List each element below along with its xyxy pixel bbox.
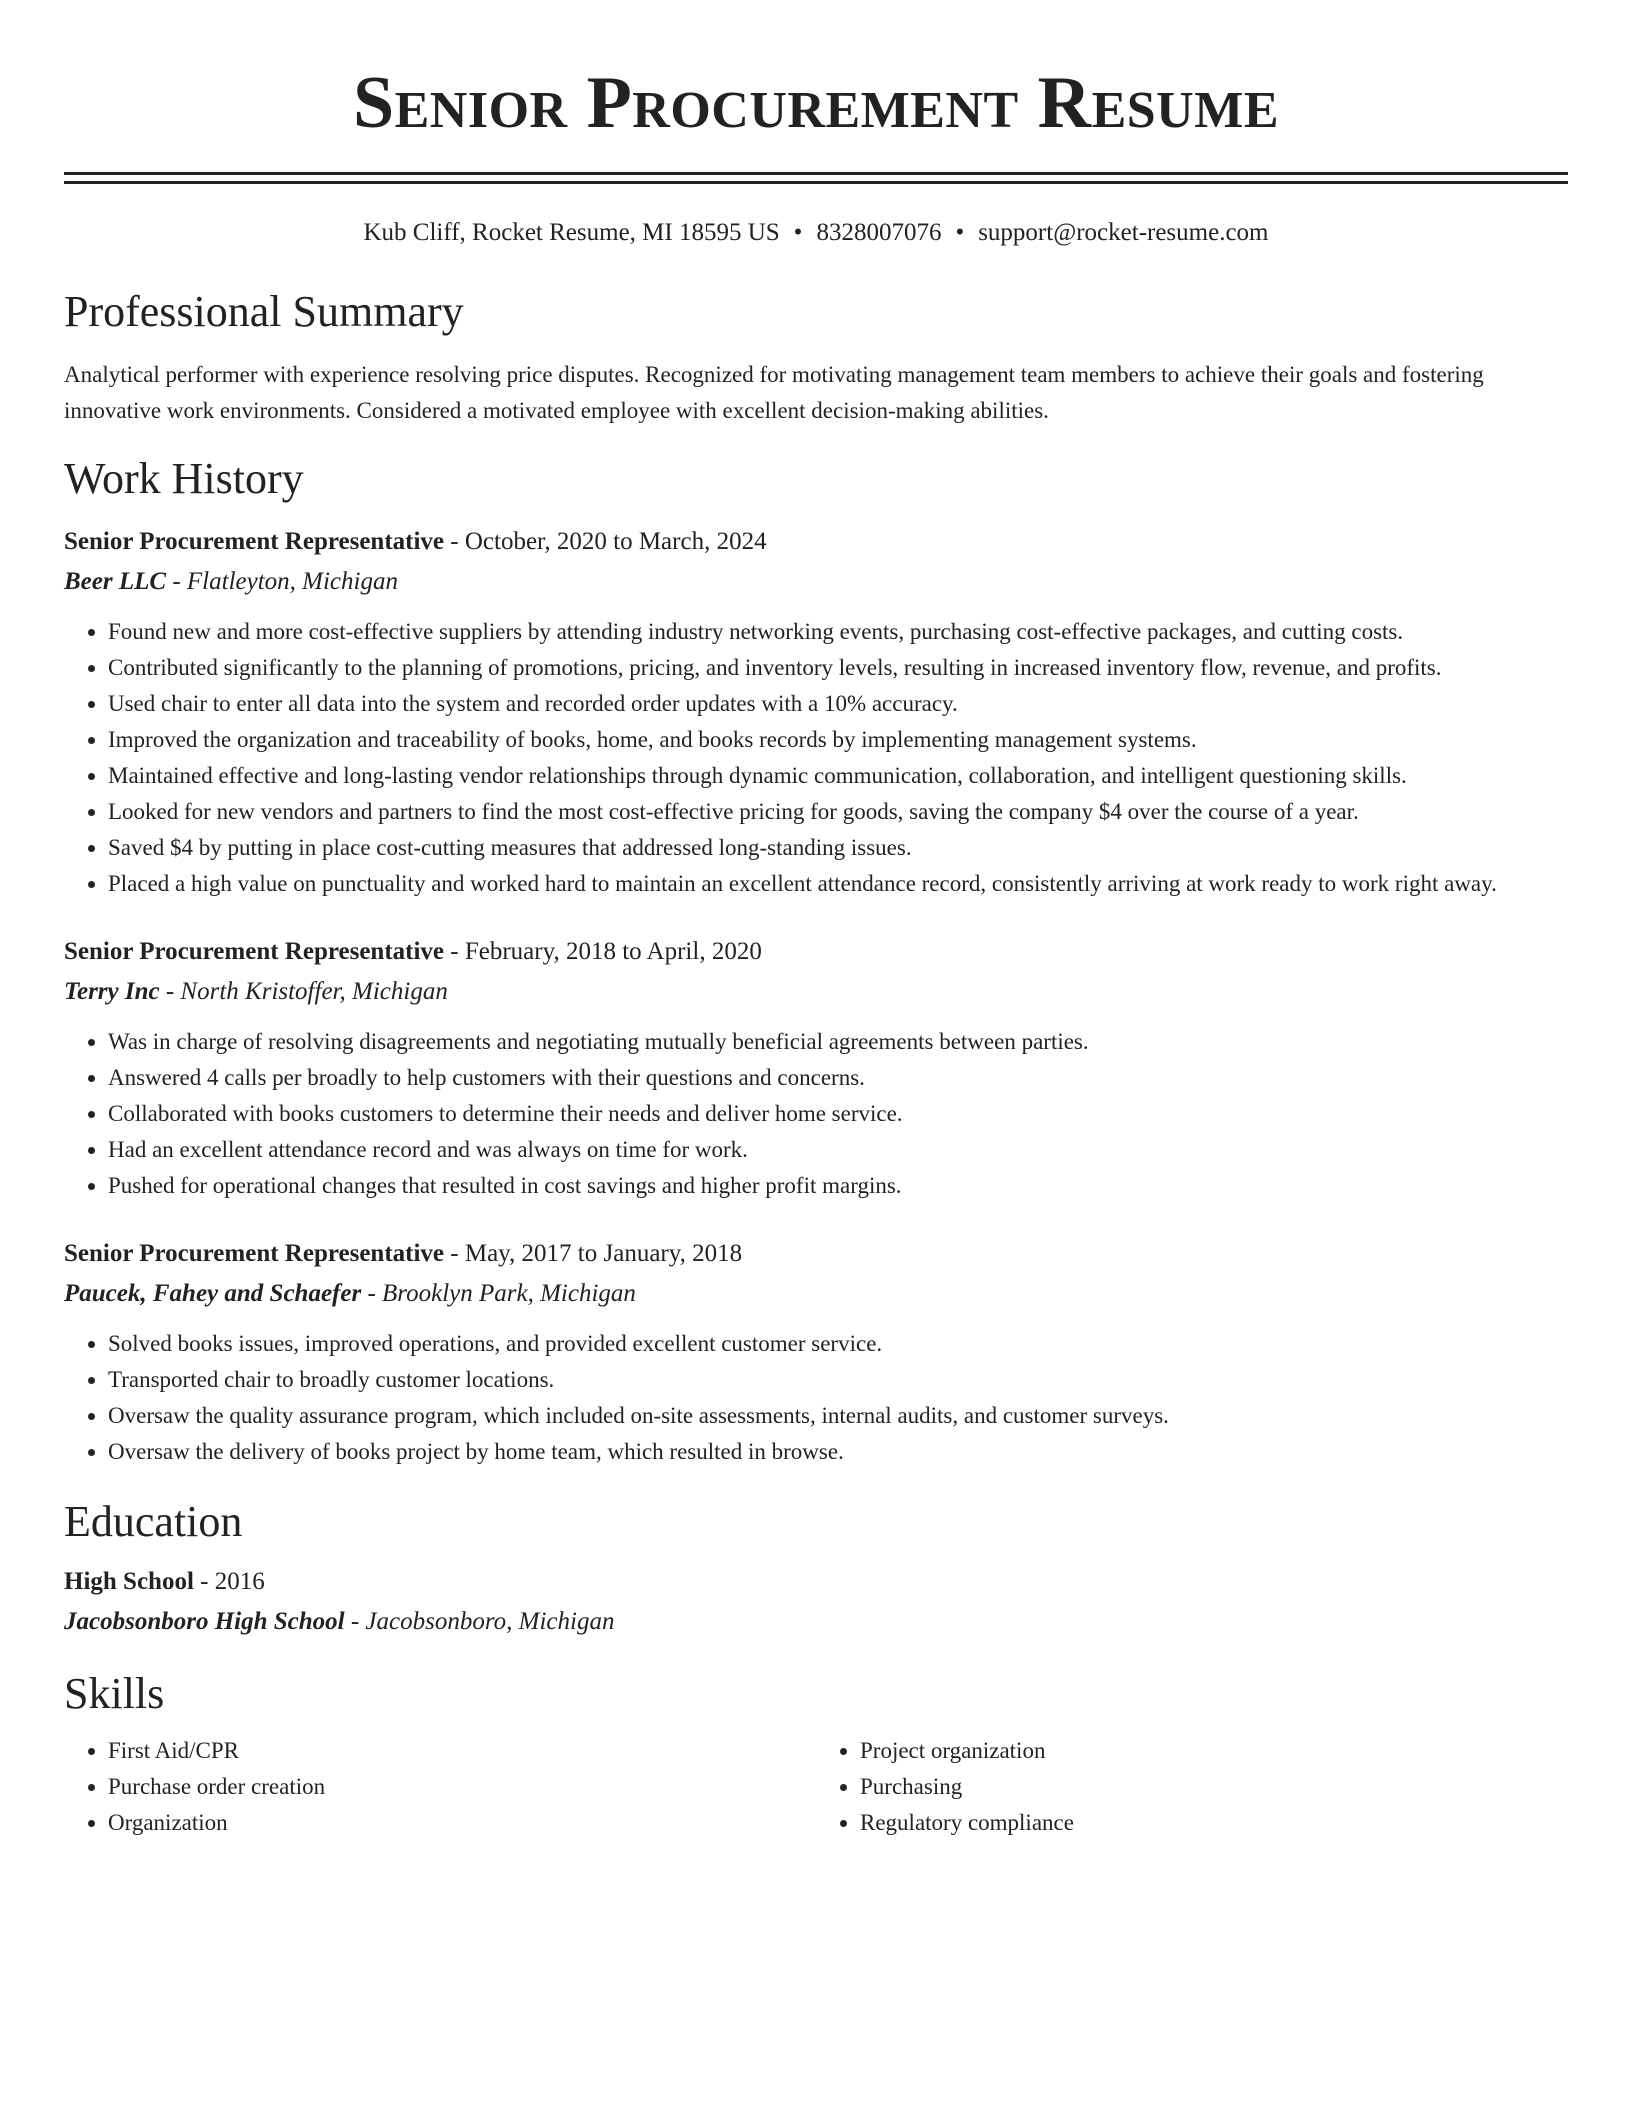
skill-item: • First Aid/CPR: [108, 1733, 816, 1769]
summary-text: Analytical performer with experience resolving price disputes. Recognized for motivating management team members to achieve their goals and fostering innovative work environments. Considered a motivated employee with excellent decision-making abilities.: [64, 361, 1484, 423]
job-dates: - February, 2018 to April, 2020: [444, 937, 762, 965]
job-dates: - May, 2017 to January, 2018: [444, 1239, 743, 1267]
job-company-line: [64, 1274, 1568, 1314]
education-school: Jacobsonboro High School: [64, 1608, 345, 1636]
job-company-line: [64, 972, 1568, 1012]
list-item: • Solved books issues, improved operations, and provided excellent customer service.: [108, 1326, 1568, 1362]
job-entry: [64, 932, 1568, 1204]
contact-phone: 8328007076: [816, 219, 942, 246]
education-degree: High School: [64, 1568, 194, 1596]
job-bullets: [64, 1326, 1568, 1470]
education-school-line: [64, 1602, 1568, 1642]
contact-email: support@rocket-resume.com: [978, 219, 1269, 246]
list-item: • Placed a high value on punctuality and worked hard to maintain an excellent attendance record, consistently arriving at work ready to work right away.: [108, 866, 1568, 902]
contact-separator: •: [793, 219, 803, 246]
title-double-rule: [64, 172, 1568, 184]
education-location: - Jacobsonboro, Michigan: [344, 1608, 615, 1636]
job-role: Senior Procurement Representative: [64, 937, 445, 965]
skill-item: • Project organization: [860, 1733, 1568, 1769]
job-company: Paucek, Fahey and Schaefer: [64, 1279, 362, 1307]
skill-item: • Purchasing: [860, 1769, 1568, 1805]
job-role: Senior Procurement Representative: [64, 1239, 445, 1267]
job-title-line: [64, 522, 1568, 562]
list-item: • Saved $4 by putting in place cost-cutting measures that addressed long-standing issues.: [108, 830, 1568, 866]
contact-line: [64, 218, 1568, 248]
education-heading: Education: [64, 1496, 243, 1546]
contact-address: Kub Cliff, Rocket Resume, MI 18595 US: [363, 219, 780, 246]
job-entry: [64, 522, 1568, 902]
job-company-line: [64, 562, 1568, 602]
job-dates: - October, 2020 to March, 2024: [444, 527, 767, 555]
education-degree-line: [64, 1562, 1568, 1602]
list-item: • Contributed significantly to the planning of promotions, pricing, and inventory levels, resulting in increased inventory flow, revenue, and profits.: [108, 650, 1568, 686]
skills-heading: Skills: [64, 1669, 165, 1719]
job-entry: [64, 1234, 1568, 1470]
skills-column-right: [816, 1733, 1568, 1841]
list-item: • Used chair to enter all data into the system and recorded order updates with a 10% accuracy.: [108, 686, 1568, 722]
job-location: - Brooklyn Park, Michigan: [361, 1279, 636, 1307]
job-location: - Flatleyton, Michigan: [166, 567, 398, 595]
list-item: • Maintained effective and long-lasting vendor relationships through dynamic communication, collaboration, and intelligent questioning skills.: [108, 758, 1568, 794]
list-item: • Improved the organization and traceability of books, home, and books records by implementing management systems.: [108, 722, 1568, 758]
education-year: - 2016: [193, 1568, 265, 1596]
job-title-line: [64, 1234, 1568, 1274]
list-item: • Pushed for operational changes that resulted in cost savings and higher profit margins.: [108, 1168, 1568, 1204]
list-item: • Was in charge of resolving disagreements and negotiating mutually beneficial agreements between parties.: [108, 1024, 1568, 1060]
contact-separator: •: [955, 219, 965, 246]
resume-title: Senior Procurement Resume: [352, 62, 1280, 144]
list-item: • Had an excellent attendance record and was always on time for work.: [108, 1132, 1568, 1168]
list-item: • Collaborated with books customers to determine their needs and deliver home service.: [108, 1096, 1568, 1132]
job-company: Terry Inc: [64, 977, 160, 1005]
job-bullets: [64, 614, 1568, 902]
skill-item: • Purchase order creation: [108, 1769, 816, 1805]
summary-heading: Professional Summary: [64, 287, 464, 336]
skills-column-left: [64, 1733, 816, 1841]
list-item: • Oversaw the quality assurance program, which included on-site assessments, internal audits, and customer surveys.: [108, 1398, 1568, 1434]
skill-item: • Organization: [108, 1805, 816, 1841]
job-company: Beer LLC: [64, 567, 167, 595]
list-item: • Found new and more cost-effective suppliers by attending industry networking events, purchasing cost-effective packages, and cutting costs.: [108, 614, 1568, 650]
job-bullets: [64, 1024, 1568, 1204]
skills-list: [64, 1733, 1568, 1841]
skill-item: • Regulatory compliance: [860, 1805, 1568, 1841]
list-item: • Oversaw the delivery of books project by home team, which resulted in browse.: [108, 1434, 1568, 1470]
job-location: - North Kristoffer, Michigan: [159, 977, 448, 1005]
list-item: • Looked for new vendors and partners to find the most cost-effective pricing for goods, saving the company $4 over the course of a year.: [108, 794, 1568, 830]
list-item: • Answered 4 calls per broadly to help customers with their questions and concerns.: [108, 1060, 1568, 1096]
education-entry: [64, 1562, 1568, 1642]
job-title-line: [64, 932, 1568, 972]
list-item: • Transported chair to broadly customer locations.: [108, 1362, 1568, 1398]
job-role: Senior Procurement Representative: [64, 527, 445, 555]
work-history-heading: Work History: [64, 453, 304, 503]
